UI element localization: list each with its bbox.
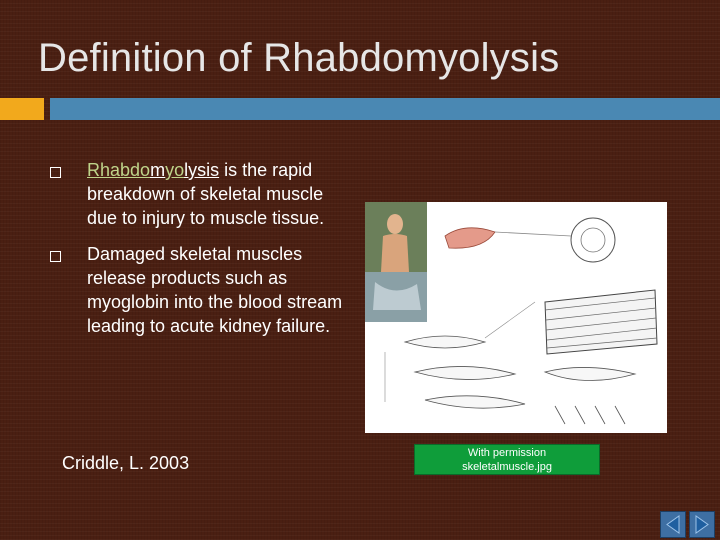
bullet-text: is the rapid breakdown of skeletal muscle due to injury to muscle tissue. [87,160,325,228]
accent-bar-orange [0,98,44,120]
slide-title: Definition of Rhabdomyolysis [38,36,560,80]
myofibril [405,336,485,348]
nav-previous-button[interactable] [660,511,686,538]
accent-bar-blue [50,98,720,120]
term-part-4: lysis [184,160,220,180]
nav-next-icon [690,512,714,537]
nav-next-button[interactable] [689,511,715,538]
checkbox-icon [50,167,61,178]
term-part-3: yo [165,160,185,180]
bullet-list [50,158,350,350]
rhabdomyolysis-link[interactable] [87,160,219,180]
bullet-item [50,158,350,230]
muscle-illustration [365,202,667,433]
credit-line-1: With permission [467,447,547,459]
fiber-cross-section [571,218,615,262]
credit-line-2: skeletalmuscle.jpg [462,461,552,473]
nav-previous-icon [661,512,685,537]
bullet-text: Damaged skeletal muscles release products such as myoglobin into the blood stream leading to acute kidney failure. [87,244,343,336]
term-part-2: m [150,160,166,180]
citation: Criddle, L. 2003 [62,453,190,473]
skeletal-muscle-figure [365,202,667,433]
image-credit [414,444,600,475]
term-part-1: Rhabdo [87,160,151,180]
muscle-sketch [445,228,495,248]
bullet-item [50,242,350,338]
checkbox-icon [50,251,61,262]
